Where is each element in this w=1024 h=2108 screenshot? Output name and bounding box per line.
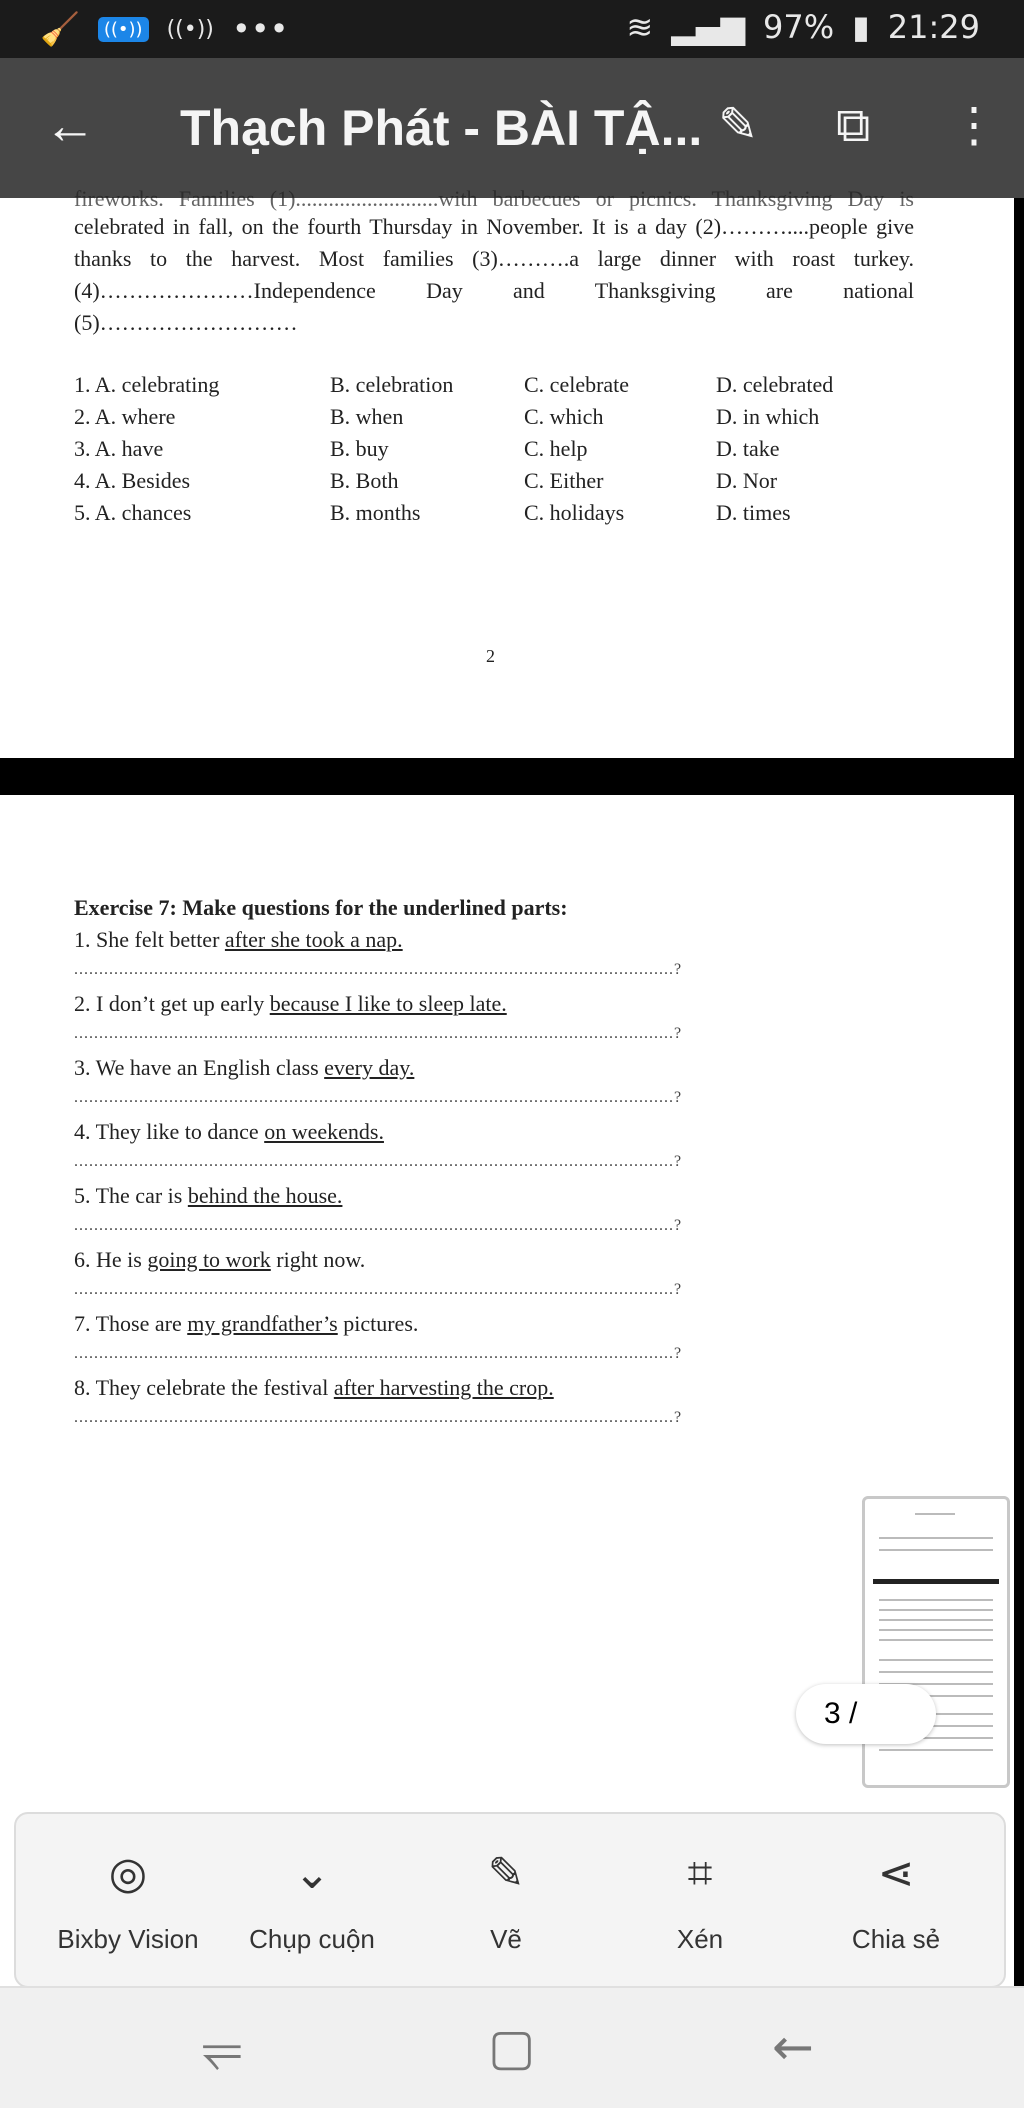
answer-line[interactable]: ........................................................................................................................? <box>74 961 683 978</box>
wifi-calling-badge-icon: ((•)) <box>98 17 149 42</box>
share-button[interactable]: ⋖ Chia sẻ <box>806 1814 986 1990</box>
option: D. times <box>716 500 791 525</box>
question-line: 4. They like to dance on weekends. <box>74 1119 384 1144</box>
page-indicator: 3 / <box>796 1684 936 1744</box>
broom-icon: 🧹 <box>40 10 80 48</box>
draw-button[interactable]: ✎ Vẽ <box>416 1814 596 1990</box>
passage-line: thanks to the harvest. Most families (3)……….a large dinner with roast turkey. <box>74 246 914 271</box>
back-arrow-icon[interactable]: ← <box>44 97 96 155</box>
option: C. help <box>524 436 588 461</box>
battery-icon: ▮ <box>852 8 870 46</box>
option: C. Either <box>524 468 604 493</box>
crop-button[interactable]: ⌗ Xén <box>610 1814 790 1990</box>
page-thumbnail-preview[interactable] <box>862 1496 1010 1788</box>
hotspot-icon: ((•)) <box>166 16 214 42</box>
system-nav-bar <box>0 1986 1024 2108</box>
option: 5. A. chances <box>74 500 192 525</box>
question-line: 2. I don’t get up early because I like to sleep late. <box>74 991 507 1016</box>
screenshot-toolbar <box>14 1812 1006 1988</box>
signal-icon: ▂▄▆ <box>671 8 746 46</box>
back-icon[interactable]: ← <box>772 2018 814 2076</box>
status-bar <box>0 0 1024 58</box>
recents-icon[interactable]: ⥫ <box>202 2018 242 2076</box>
question-line: 6. He is going to work right now. <box>74 1247 366 1272</box>
option: B. months <box>330 500 421 525</box>
question-line: 1. She felt better after she took a nap. <box>74 927 403 952</box>
app-bar <box>0 58 1024 198</box>
option: B. celebration <box>330 372 454 397</box>
passage-line: celebrated in fall, on the fourth Thursday in November. It is a day (2)………....people give <box>74 214 914 239</box>
answer-line[interactable]: ........................................................................................................................? <box>74 1345 683 1362</box>
bixby-vision-button[interactable]: ◎ Bixby Vision <box>38 1814 218 1990</box>
battery-percent: 97% <box>763 8 835 46</box>
home-icon[interactable]: ▢ <box>488 2018 536 2076</box>
document-page-3 <box>0 795 1014 1986</box>
option: D. in which <box>716 404 820 429</box>
answer-line[interactable]: ........................................................................................................................? <box>74 1409 683 1426</box>
pen-icon: ✎ <box>487 1848 525 1899</box>
more-options-icon[interactable]: ⋮ <box>950 99 998 152</box>
crop-icon: ⌗ <box>687 1848 713 1899</box>
option: B. when <box>330 404 404 429</box>
scroll-capture-icon: ⌄ <box>293 1848 331 1899</box>
option: B. buy <box>330 436 389 461</box>
passage-line: (4)…………………Independence Day and Thanksgiving are national <box>74 278 914 303</box>
question-line: 8. They celebrate the festival after harvesting the crop. <box>74 1375 554 1400</box>
edit-pencil-icon[interactable]: ✎ <box>718 99 759 152</box>
answer-line[interactable]: ........................................................................................................................? <box>74 1281 683 1298</box>
eye-icon: ◎ <box>108 1848 148 1899</box>
option: D. Nor <box>716 468 778 493</box>
scroll-capture-button[interactable]: ⌄ Chụp cuộn <box>222 1814 402 1990</box>
question-line: 7. Those are my grandfather’s pictures. <box>74 1311 419 1336</box>
document-page-2 <box>0 186 1014 758</box>
open-external-icon[interactable]: ⧉ <box>836 99 871 152</box>
question-line: 3. We have an English class every day. <box>74 1055 415 1080</box>
option: C. holidays <box>524 500 625 525</box>
option: C. celebrate <box>524 372 630 397</box>
more-notifications: ••• <box>231 10 289 48</box>
exercise-title: Exercise 7: Make questions for the underlined parts: <box>74 895 568 920</box>
option: 3. A. have <box>74 436 164 461</box>
clock: 21:29 <box>887 8 980 46</box>
option: C. which <box>524 404 604 429</box>
answer-line[interactable]: ........................................................................................................................? <box>74 1025 683 1042</box>
wifi-icon: ≋ <box>626 8 654 46</box>
document-title: Thạch Phát - BÀI TẬ... <box>180 100 703 156</box>
cut-text-line: fireworks. Families (1)..........................with barbecues or picnics. Thanksgiving Day is <box>74 186 914 211</box>
share-icon: ⋖ <box>877 1848 915 1899</box>
answer-line[interactable]: ........................................................................................................................? <box>74 1217 683 1234</box>
option: D. take <box>716 436 780 461</box>
option: B. Both <box>330 468 399 493</box>
option: 1. A. celebrating <box>74 372 220 397</box>
question-line: 5. The car is behind the house. <box>74 1183 343 1208</box>
page-number: 2 <box>486 646 495 666</box>
option: D. celebrated <box>716 372 834 397</box>
answer-line[interactable]: ........................................................................................................................? <box>74 1089 683 1106</box>
passage-line: (5)……………………… <box>74 310 298 335</box>
option: 4. A. Besides <box>74 468 191 493</box>
answer-line[interactable]: ........................................................................................................................? <box>74 1153 683 1170</box>
option: 2. A. where <box>74 404 176 429</box>
